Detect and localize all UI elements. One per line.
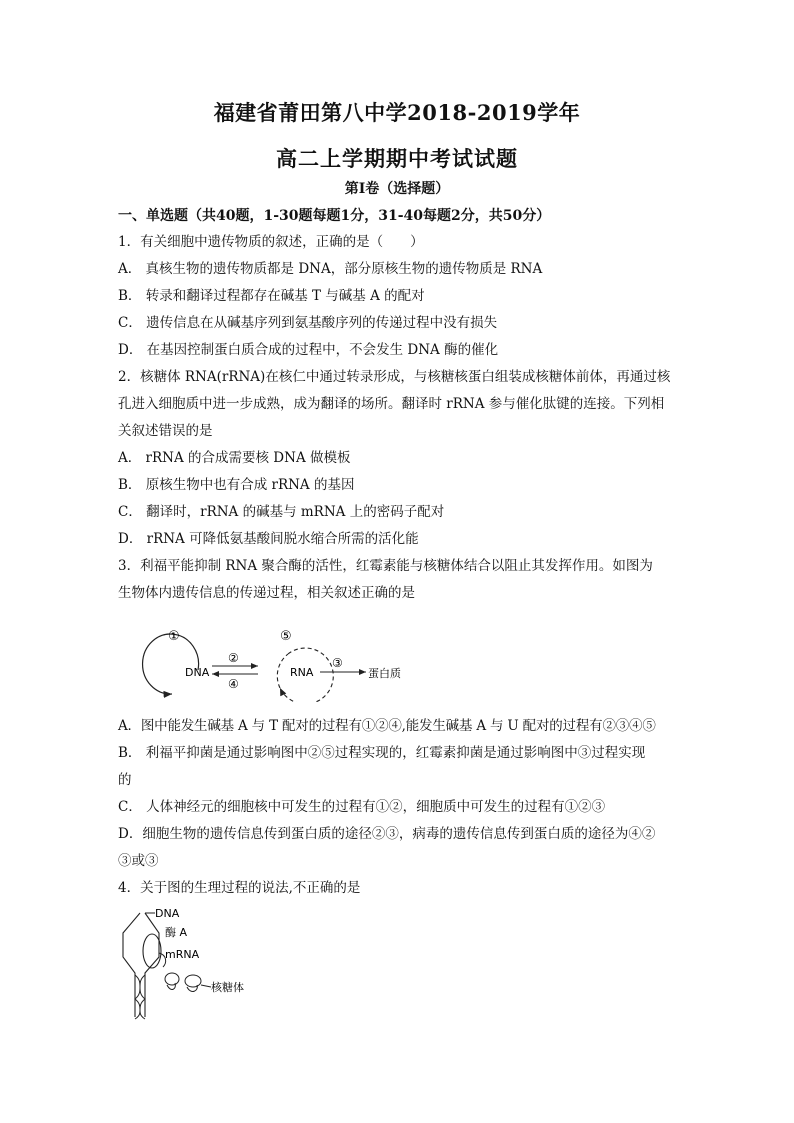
questions-block-1 bbox=[118, 229, 678, 607]
q3-option-a: A．图中能发生碱基 A 与 T 配对的过程有①②④,能发生碱基 A 与 U 配对的过程有②③④⑤ bbox=[118, 718, 656, 734]
q2-option-c: C． 翻译时，rRNA 的碱基与 mRNA 上的密码子配对 bbox=[118, 504, 445, 520]
q1-option-a: A． 真核生物的遗传物质都是 DNA，部分原核生物的遗传物质是 RNA bbox=[118, 261, 543, 277]
q3-rna-label: RNA bbox=[290, 666, 314, 679]
q3-label-5: ⑤ bbox=[280, 629, 292, 644]
q3-label-4: ④ bbox=[228, 677, 239, 691]
q3-option-b-line1: B． 利福平抑菌是通过影响图中②⑤过程实现的，红霉素抑菌是通过影响图中③过程实现 bbox=[118, 745, 646, 761]
q1-stem: 1．有关细胞中遗传物质的叙述，正确的是（ ） bbox=[118, 234, 424, 250]
q4-mrna-label: mRNA bbox=[165, 948, 200, 961]
exam-title-line1: 福建省莆田第八中学2018-2019学年 bbox=[213, 100, 581, 125]
q3-option-d-line1: D．细胞生物的遗传信息传到蛋白质的途径②③，病毒的遗传信息传到蛋白质的途径为④② bbox=[118, 826, 656, 842]
q1-option-d: D． 在基因控制蛋白质合成的过程中，不会发生 DNA 酶的催化 bbox=[118, 342, 499, 358]
questions-block-2 bbox=[118, 713, 678, 902]
q3-stem-line2: 生物体内遗传信息的传递过程，相关叙述正确的是 bbox=[118, 585, 415, 601]
q2-option-a: A． rRNA 的合成需要核 DNA 做模板 bbox=[118, 450, 351, 466]
q4-transcription-diagram bbox=[115, 905, 295, 1025]
q2-stem-line1: 2．核糖体 RNA(rRNA)在核仁中通过转录形成，与核糖核蛋白组装成核糖体前体，再通过核 bbox=[118, 369, 671, 385]
q4-ribosome-label: 核糖体 bbox=[211, 981, 244, 994]
section-heading: 一、单选题（共40题，1-30题每题1分，31-40每题2分，共50分） bbox=[118, 208, 551, 224]
q3-label-3: ③ bbox=[332, 656, 343, 670]
q3-dna-label: DNA bbox=[185, 666, 210, 679]
q3-label-2: ② bbox=[228, 651, 239, 665]
q2-stem-line3: 关叙述错误的是 bbox=[118, 423, 213, 439]
q4-dna-label: DNA bbox=[155, 907, 180, 920]
exam-title-line2: 高二上学期期中考试试题 bbox=[276, 146, 518, 171]
q3-flow-diagram bbox=[140, 622, 440, 702]
q3-stem-line1: 3．利福平能抑制 RNA 聚合酶的活性，红霉素能与核糖体结合以阻止其发挥作用。如图为 bbox=[118, 558, 653, 574]
q1-option-b: B． 转录和翻译过程都存在碱基 T 与碱基 A 的配对 bbox=[118, 288, 425, 304]
q3-option-b-line2: 的 bbox=[118, 772, 132, 788]
volume-heading: 第Ⅰ卷（选择题） bbox=[344, 181, 450, 197]
q3-label-1: ① bbox=[168, 629, 180, 644]
q4-stem: 4．关于图的生理过程的说法,不正确的是 bbox=[118, 880, 361, 896]
q2-option-b: B． 原核生物中也有合成 rRNA 的基因 bbox=[118, 477, 355, 493]
q3-option-d-line2: ③或③ bbox=[118, 853, 159, 869]
q2-option-d: D． rRNA 可降低氨基酸间脱水缩合所需的活化能 bbox=[118, 531, 419, 547]
q3-protein-label: 蛋白质 bbox=[368, 667, 401, 680]
q4-enzyme-label: 酶 A bbox=[165, 926, 188, 939]
q1-option-c: C． 遗传信息在从碱基序列到氨基酸序列的传递过程中没有损失 bbox=[118, 315, 498, 331]
q3-option-c: C． 人体神经元的细胞核中可发生的过程有①②，细胞质中可发生的过程有①②③ bbox=[118, 799, 606, 815]
q2-stem-line2: 孔进入细胞质中进一步成熟，成为翻译的场所。翻译时 rRNA 参与催化肽键的连接。下列相 bbox=[118, 396, 665, 412]
